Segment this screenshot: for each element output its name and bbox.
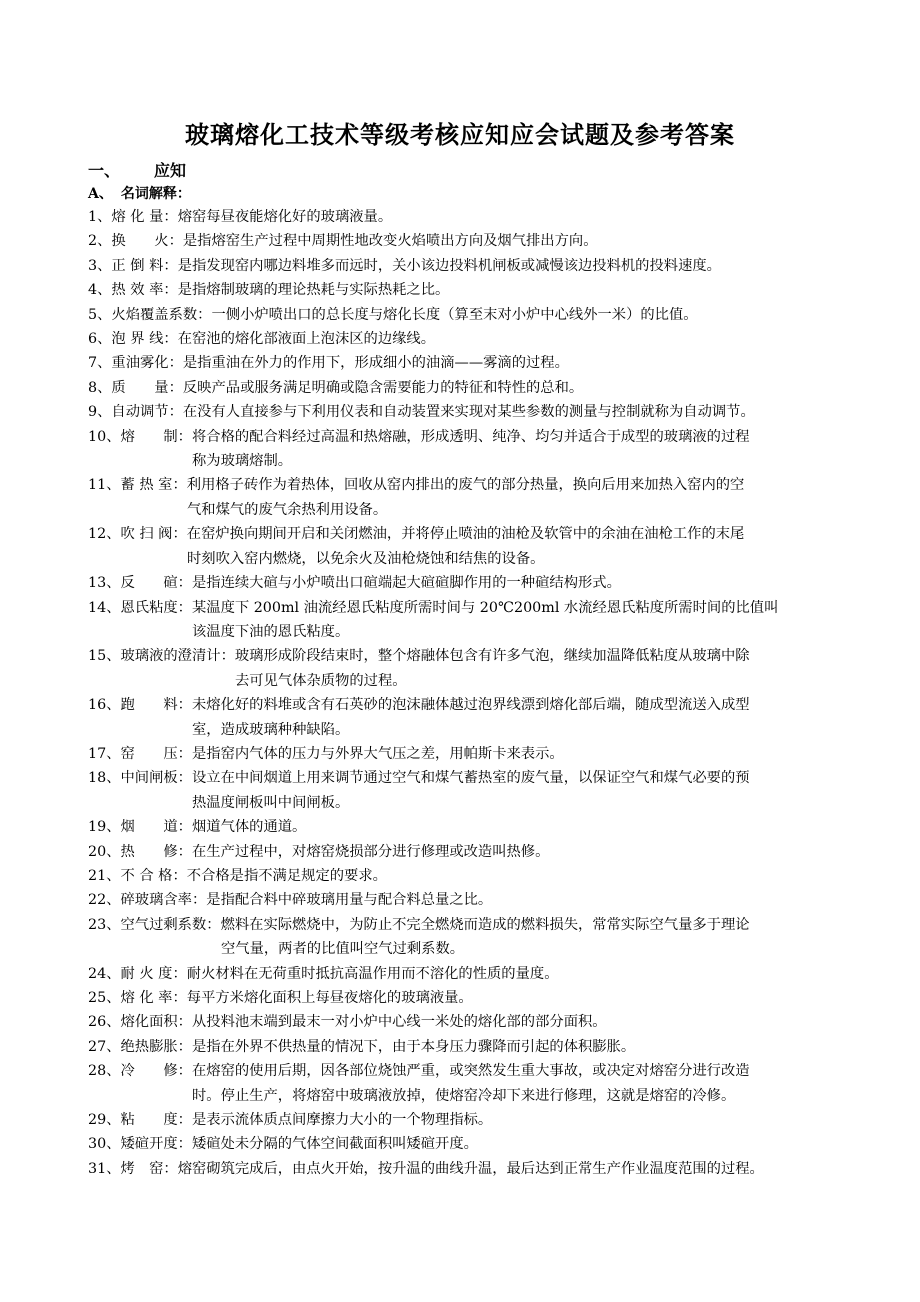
subsection-number: A、 [88,186,113,202]
item-definition-continued: 该温度下油的恩氏粘度。 [192,623,350,640]
item-number: 16、 [88,697,121,714]
item-term: 热 修： [120,843,192,860]
item-definition: 是指窑内气体的压力与外界大气压之差，用帕斯卡来表示。 [191,745,564,762]
item-definition: 是指发现窑内哪边料堆多而远时，关小该边投料机闸板或减慢该边投料机的投料速度。 [177,257,721,274]
item-number: 7、 [88,355,112,372]
item-definition: 是指熔制玻璃的理论热耗与实际热耗之比。 [177,282,450,299]
document-title: 玻璃熔化工技术等级考核应知应会试题及参考答案 [185,120,735,149]
item-definition-continued: 去可见气体杂质物的过程。 [235,672,407,689]
item-definition: 在生产过程中，对熔窑烧损部分进行修理或改造叫热修。 [191,843,550,860]
item-term: 质 量： [111,379,183,396]
list-item [88,1132,848,1156]
item-term: 矮碹开度： [120,1136,192,1153]
item-term: 泡 界 线： [111,331,178,348]
list-item [88,596,848,645]
list-item [88,327,848,351]
item-definition: 熔窑砌筑完成后，由点火开始，按升温的曲线升温，最后达到正常生产作业温度范围的过程。 [177,1160,764,1177]
item-number: 12、 [88,526,121,543]
list-item [88,888,848,912]
list-item [88,473,848,522]
list-item [88,425,848,474]
item-number: 2、 [88,233,112,250]
item-term: 中间闸板： [120,770,192,787]
item-number: 21、 [88,867,121,884]
item-definition-continued: 热温度闸板叫中间闸板。 [192,794,350,811]
item-number: 14、 [88,599,121,616]
item-definition: 每平方米熔化面积上每昼夜熔化的玻璃液量。 [186,990,473,1006]
item-definition-continued: 室，造成玻璃种种缺陷。 [192,721,350,738]
item-definition-continued: 时刻吹入窑内燃烧，以免余火及油枪烧蚀和结焦的设备。 [187,550,545,567]
item-term: 正 倒 料： [111,257,178,274]
list-item [88,840,848,864]
item-definition: 在窑池的熔化部液面上泡沫区的边缘线。 [177,331,436,348]
item-number: 10、 [88,428,121,445]
item-number: 9、 [88,404,112,421]
item-term: 恩氏粘度： [120,599,192,616]
item-number: 27、 [88,1038,121,1055]
item-term: 熔 化 率： [120,990,187,1006]
item-definition: 烟道气体的通道。 [191,819,307,836]
list-item [88,864,848,888]
item-definition: 一侧小炉喷出口的总长度与熔化长度（算至末对小炉中心线外一米）的比值。 [211,306,698,323]
item-term: 熔 制： [120,428,192,445]
item-term: 反 碹： [120,575,192,592]
item-term: 粘 度： [120,1112,192,1129]
item-term: 换 火： [111,233,183,250]
list-item [88,1108,848,1132]
subsection-heading [88,184,191,204]
list-item [88,815,848,839]
item-number: 11、 [88,477,121,494]
list-item [88,229,848,253]
section-heading [88,160,186,182]
list-item [88,766,848,815]
item-definition: 在没有人直接参与下利用仪表和自动装置来实现对某些参数的测量与控制就称为自动调节。 [182,404,755,421]
list-item [88,644,848,693]
item-definition: 从投料池末端到最末一对小炉中心线一米处的熔化部的部分面积。 [191,1014,607,1031]
list-item [88,1035,848,1059]
item-definition: 利用格子砖作为着热体，回收从窑内排出的废气的部分热量，换向后用来加热入窑内的空 [186,477,745,494]
item-term: 玻璃液的澄清计： [120,648,235,665]
item-term: 火焰覆盖系数： [111,306,212,323]
item-definition: 玻璃形成阶段结束时，整个熔融体包含有许多气泡，继续加温降低粘度从玻璃中除 [234,648,750,665]
section-number: 一、 [88,161,121,180]
item-number: 19、 [88,819,121,836]
item-number: 29、 [88,1112,121,1129]
item-term: 跑 料： [120,697,192,714]
list-item [88,1010,848,1034]
list-item [88,571,848,595]
item-number: 20、 [88,843,121,860]
list-item [88,303,848,327]
list-item [88,1157,848,1181]
term-list [88,205,848,1181]
item-number: 31、 [88,1160,121,1177]
list-item [88,351,848,375]
item-definition: 在窑炉换向期间开启和关闭燃油，并将停止喷油的油枪及软管中的余油在油枪工作的末尾 [186,526,745,543]
list-item [88,742,848,766]
item-term: 重油雾化： [111,355,183,372]
subsection-label: 名词解释： [120,186,191,202]
item-definition-continued: 时。停止生产，将熔窑中玻璃液放掉，使熔窑冷却下来进行修理，这就是熔窑的冷修。 [192,1087,736,1104]
item-definition: 是指重油在外力的作用下，形成细小的油滴——雾滴的过程。 [182,355,569,372]
item-definition: 是表示流体质点间摩擦力大小的一个物理指标。 [191,1112,493,1129]
item-term: 自动调节： [111,404,183,421]
item-definition: 某温度下 200ml 油流经恩氏粘度所需时间与 20℃200ml 水流经恩氏粘度所需时间的比值叫 [191,599,779,616]
item-term: 熔化面积： [120,1014,192,1031]
item-term: 熔 化 量： [111,209,178,225]
item-definition: 是指连续大碹与小炉喷出口碹端起大碹碹脚作用的一种碹结构形式。 [191,575,621,592]
item-definition: 是指熔窑生产过程中周期性地改变火焰喷出方向及烟气排出方向。 [182,233,598,250]
item-term: 烟 道： [120,819,192,836]
item-definition: 在熔窑的使用后期，因各部位烧蚀严重，或突然发生重大事故，或决定对熔窑分进行改造 [191,1063,750,1080]
item-definition: 燃料在实际燃烧中，为防止不完全燃烧而造成的燃料损失，常常实际空气量多于理论 [220,916,750,933]
list-item [88,278,848,302]
item-number: 8、 [88,379,112,396]
section-label: 应知 [154,161,187,180]
list-item [88,376,848,400]
item-term: 绝热膨胀： [120,1038,192,1055]
list-item [88,913,848,962]
item-definition: 熔窑每昼夜能熔化好的玻璃液量。 [177,209,393,225]
item-number: 26、 [88,1014,121,1031]
item-term: 蓄 热 室： [120,477,187,494]
item-number: 28、 [88,1063,121,1080]
item-term: 不 合 格： [120,867,187,884]
item-definition: 将合格的配合料经过高温和热熔融，形成透明、纯净、均匀并适合于成型的玻璃液的过程 [191,428,750,445]
item-definition-continued: 气和煤气的废气余热利用设备。 [187,501,388,518]
list-item [88,693,848,742]
item-number: 3、 [88,257,112,274]
item-term: 冷 修： [120,1063,192,1080]
item-number: 25、 [88,990,121,1006]
item-term: 窑 压： [120,745,192,762]
item-definition: 耐火材料在无荷重时抵抗高温作用而不溶化的性质的量度。 [186,965,559,982]
item-definition: 不合格是指不满足规定的要求。 [186,867,387,884]
item-term: 耐 火 度： [120,965,187,982]
item-number: 13、 [88,575,121,592]
item-term: 吹 扫 阀： [120,526,187,543]
list-item [88,1059,848,1108]
item-number: 4、 [88,282,112,299]
item-definition: 是指配合料中碎玻璃用量与配合料总量之比。 [206,892,493,909]
item-number: 24、 [88,965,121,982]
item-term: 碎玻璃含率： [120,892,207,909]
item-term: 热 效 率： [111,282,178,299]
item-number: 30、 [88,1136,121,1153]
item-definition: 是指在外界不供热量的情况下，由于本身压力骤降而引起的体积膨胀。 [191,1038,636,1055]
item-number: 1、 [88,209,112,225]
item-definition: 反映产品或服务满足明确或隐含需要能力的特征和特性的总和。 [182,379,584,396]
list-item [88,205,848,229]
item-term: 烤 窑： [120,1160,178,1177]
list-item [88,400,848,424]
item-definition-continued: 称为玻璃熔制。 [192,453,293,470]
item-number: 17、 [88,745,121,762]
item-number: 5、 [88,306,112,323]
item-number: 6、 [88,331,112,348]
item-definition: 设立在中间烟道上用来调节通过空气和煤气蓄热室的废气量，以保证空气和煤气必要的预 [191,770,750,787]
list-item [88,962,848,986]
item-definition-continued: 空气量，两者的比值叫空气过剩系数。 [221,941,465,958]
item-number: 15、 [88,648,121,665]
item-definition: 矮碹处未分隔的气体空间截面积叫矮碹开度。 [191,1136,478,1153]
list-item [88,986,848,1010]
item-number: 18、 [88,770,121,787]
list-item [88,254,848,278]
item-term: 空气过剩系数： [120,916,221,933]
item-definition: 未熔化好的料堆或含有石英砂的泡沫融体越过泡界线漂到熔化部后端，随成型流送入成型 [191,697,750,714]
item-number: 23、 [88,916,121,933]
list-item [88,522,848,571]
item-number: 22、 [88,892,121,909]
